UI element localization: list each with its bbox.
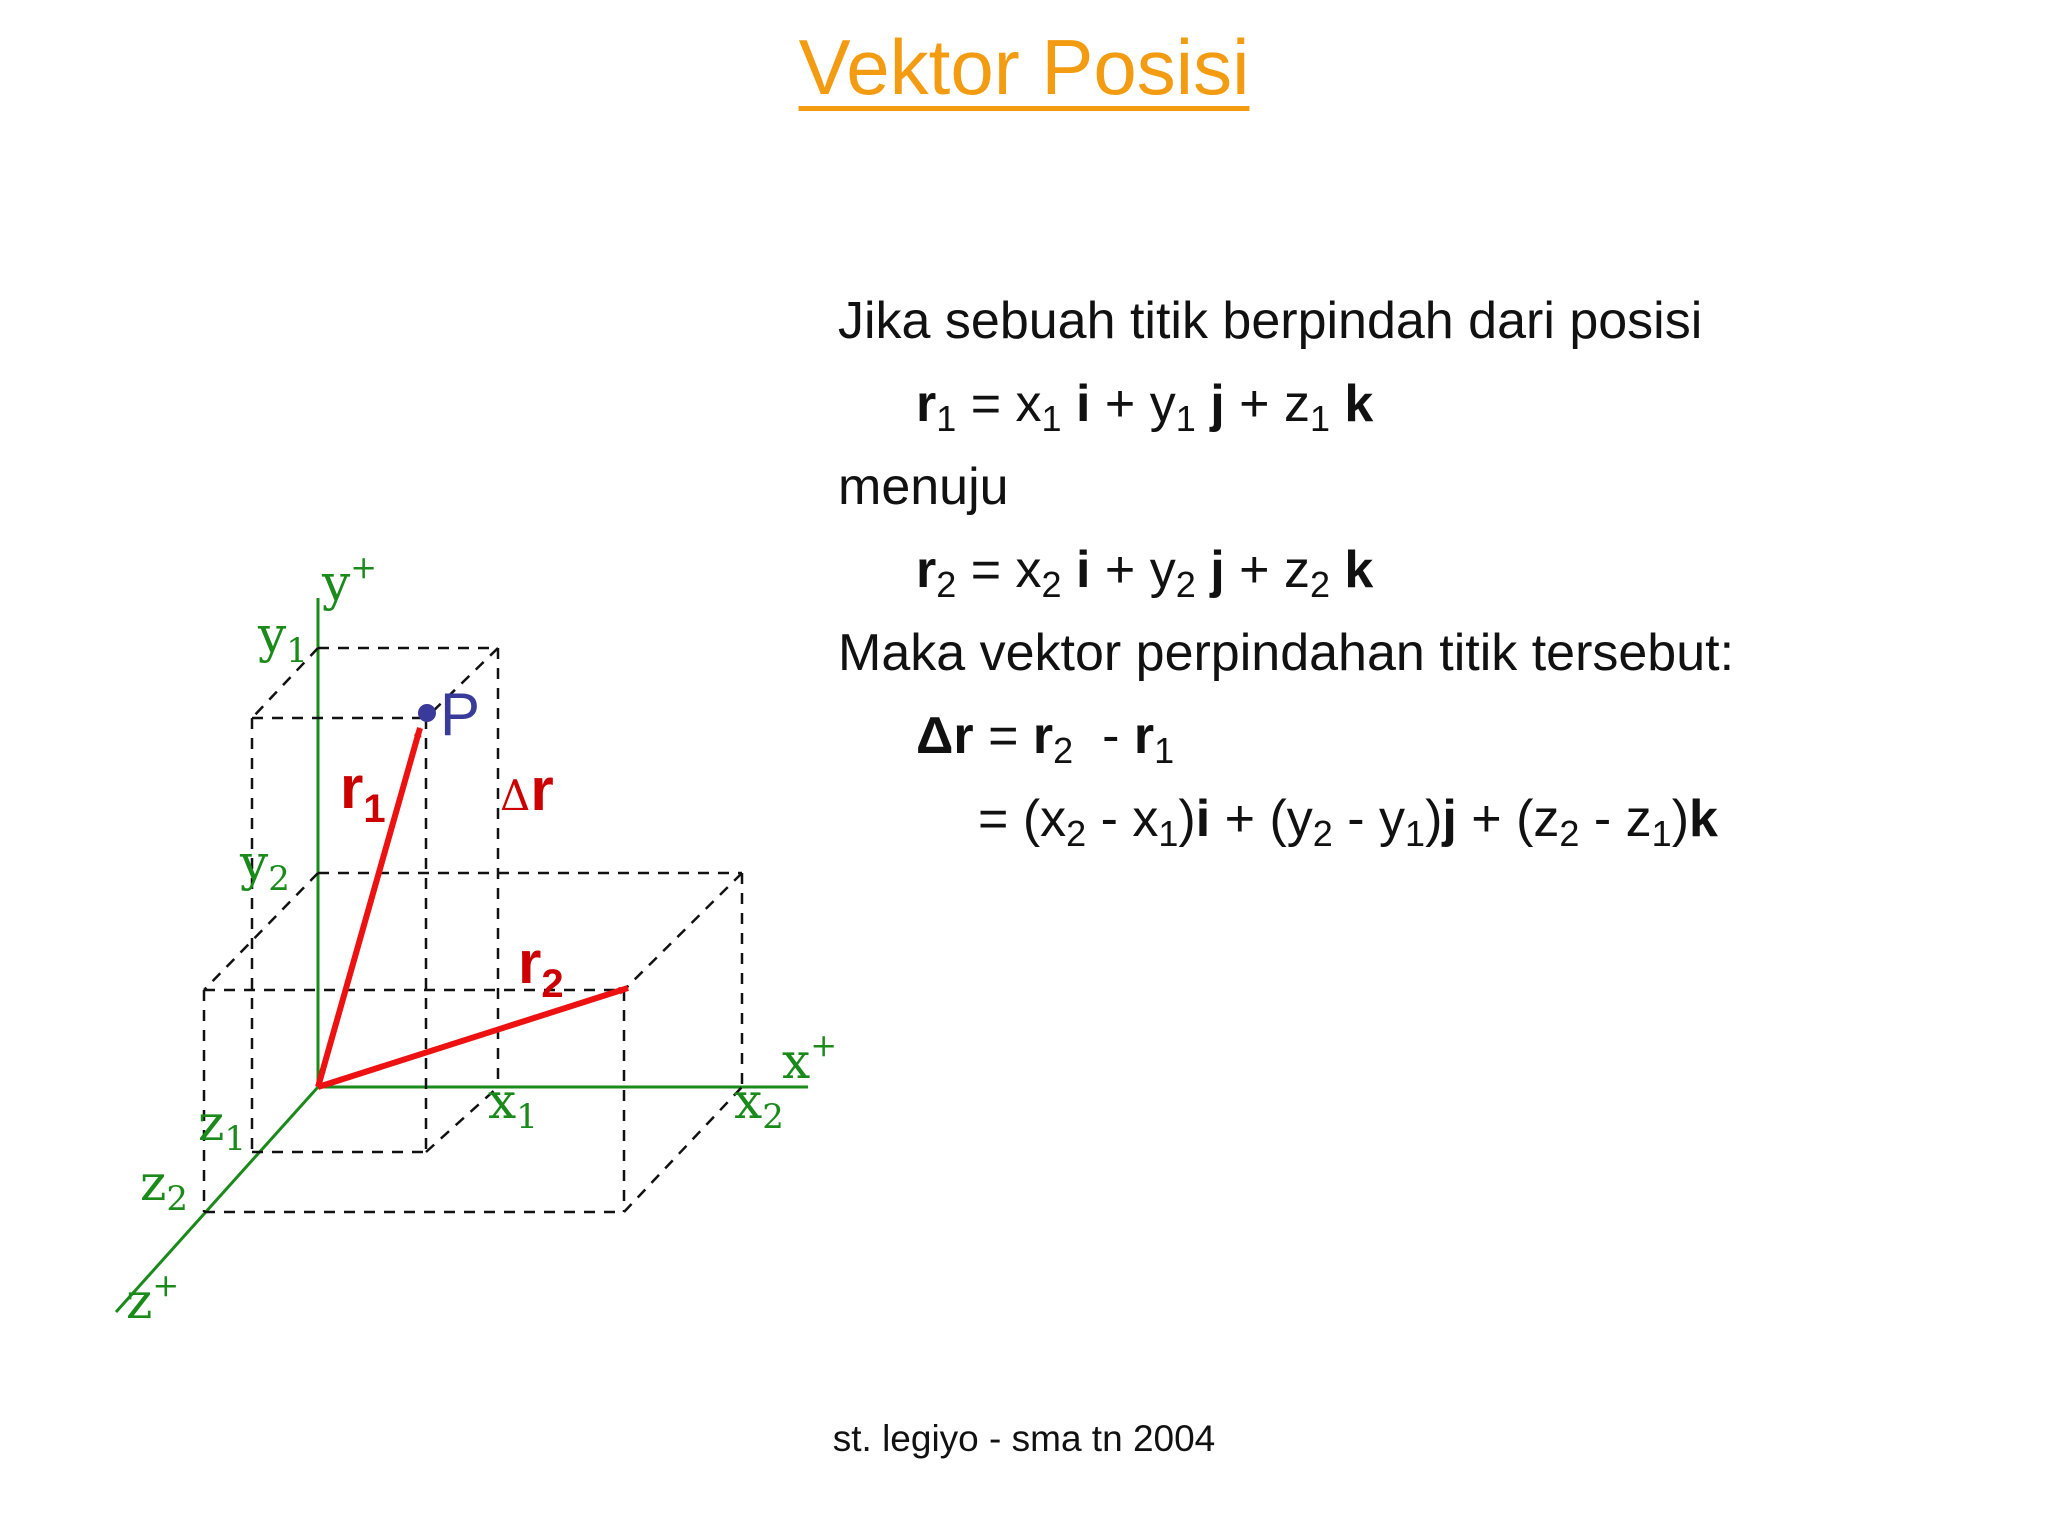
- z1-label: $z_1$: [198, 1094, 246, 1159]
- equation-r2: $r_2 = x_2$ $i + y_2$ $j + z_2$ k: [916, 541, 1374, 605]
- r1-label: $r_1$: [340, 754, 386, 831]
- r2-label: $r_2$: [518, 929, 564, 1006]
- text-line-menuju: menuju: [838, 458, 1009, 516]
- x2-label: $x_2$: [734, 1072, 784, 1137]
- point-p-label: P: [440, 681, 481, 748]
- vector-r1: [318, 728, 420, 1087]
- equation-delta-r: $\Delta r = r_2 - r_1$: [916, 707, 1175, 771]
- y1-label: $y_1$: [258, 606, 308, 671]
- x-axis-label: x+: [782, 1026, 838, 1090]
- y2-label: $y_2$: [240, 834, 290, 899]
- equation-expanded: = $(x_2 - x_1)i + (y_2 - y_1)j + (z_2 - z_1)k$: [978, 790, 1718, 854]
- z2-label: $z_2$: [140, 1154, 188, 1219]
- explanation-text: [838, 280, 1998, 861]
- point-p-marker: [418, 704, 436, 722]
- y-axis-label: y+: [322, 548, 378, 612]
- text-line-maka: Maka vektor perpindahan titik tersebut:: [838, 624, 1735, 682]
- slide-title-text: Vektor Posisi: [798, 23, 1250, 111]
- x1-label: $x_1$: [488, 1072, 538, 1137]
- vectors: [318, 728, 628, 1087]
- text-line-intro: Jika sebuah titik berpindah dari posisi: [838, 292, 1703, 350]
- vector-r2: [318, 988, 628, 1087]
- footer-credit: st. legiyo - sma tn 2004: [832, 1418, 1216, 1459]
- delta-r-label: Δr: [500, 756, 554, 823]
- z-axis-label: z+: [126, 1266, 180, 1330]
- equation-r1: $r_1 = x_1$ $i + y_1$ $j + z_1$ k: [916, 375, 1374, 439]
